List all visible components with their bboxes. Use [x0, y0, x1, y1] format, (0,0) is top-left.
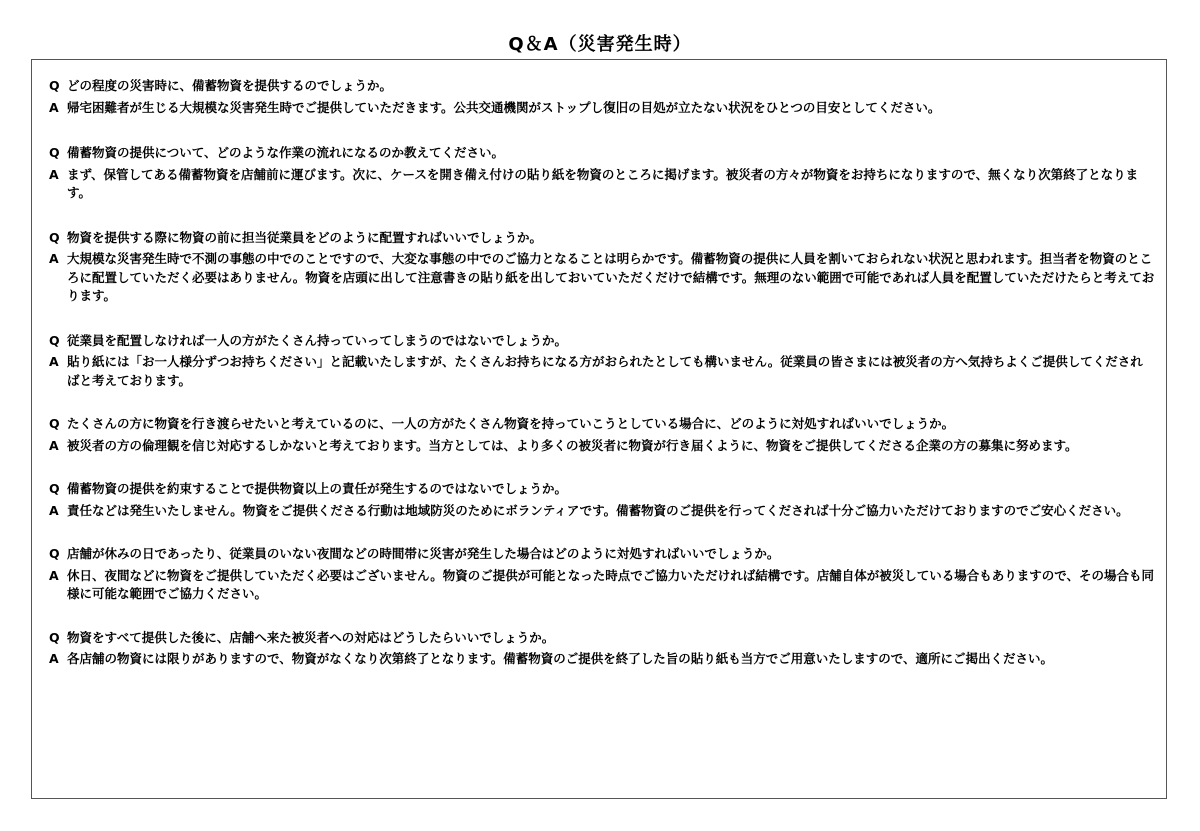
answer-text: 貼り紙には「お一人様分ずつお持ちください」と記載いたしますが、たくさんお持ちになる方がおられたとしても構いません。従業員の皆さまには被災者の方へ気持ちよくご提供してくださればと考えております。: [67, 354, 1143, 388]
question-line: [49, 480, 1155, 499]
qa-item: [49, 415, 1155, 455]
answer-line: [49, 650, 1155, 669]
answer-text: 帰宅困難者が生じる大規模な災害発生時でご提供していただきます。公共交通機関がストップし復旧の目処が立たない状況をひとつの目安としてください。: [67, 99, 941, 115]
question-prefix: Q: [49, 145, 60, 160]
question-text: 物資を提供する際に物資の前に担当従業員をどのように配置すればいいでしょうか。: [67, 229, 543, 245]
question-text: どの程度の災害時に、備蓄物資を提供するのでしょうか。: [67, 78, 393, 93]
qa-item: [49, 77, 1155, 117]
answer-text: 被災者の方の倫理観を信じ対応するしかないと考えております。当方としては、より多くの被災者に物資が行き届くように、物資をご提供してくださる企業の方の募集に努めます。: [67, 437, 1078, 453]
question-text: 備蓄物資の提供を約束することで提供物資以上の責任が発生するのではないでしょうか。: [67, 481, 568, 496]
question-text: 店舗が休みの日であったり、従業員のいない夜間などの時間帯に災害が発生した場合はどのように対処すればいいでしょうか。: [67, 546, 780, 561]
question-text: 従業員を配置しなければ一人の方がたくさん持っていってしまうのではないでしょうか。: [67, 332, 568, 348]
answer-text: 大規模な災害発生時で不測の事態の中でのことですので、大変な事態の中でのご協力となることは明らかです。備蓄物資の提供に人員を割いておられない状況と思われます。担当者を物資のところに配置していただく必要はありません。物資を店頭に出して注意書きの貼り紙を出しておいていただくだけで結構です。無理のない範囲で可能であれば人員を配置していただけたらと考えております。: [67, 251, 1155, 303]
answer-prefix: A: [49, 502, 59, 518]
qa-item: [49, 545, 1155, 604]
page-title: Q＆A（災害発生時）: [508, 34, 692, 55]
answer-prefix: A: [49, 437, 59, 453]
answer-prefix: A: [49, 99, 59, 115]
qa-item: [49, 229, 1155, 306]
answer-prefix: A: [49, 567, 59, 583]
answer-line: [49, 353, 1155, 390]
question-line: [49, 415, 1155, 434]
answer-prefix: A: [49, 166, 59, 182]
answer-prefix: A: [49, 354, 59, 369]
question-prefix: Q: [49, 416, 60, 431]
answer-prefix: A: [49, 251, 59, 266]
qa-item: [49, 629, 1155, 669]
question-line: [49, 144, 1155, 163]
question-text: 備蓄物資の提供について、どのような作業の流れになるのか教えてください。: [67, 145, 505, 160]
answer-line: [49, 250, 1155, 306]
question-line: [49, 629, 1155, 648]
answer-line: [49, 166, 1155, 203]
qa-item: [49, 144, 1155, 203]
question-prefix: Q: [49, 78, 60, 93]
answer-line: [49, 502, 1155, 521]
question-line: [49, 545, 1155, 564]
answer-line: [49, 567, 1155, 604]
question-prefix: Q: [49, 332, 60, 348]
question-prefix: Q: [49, 481, 60, 496]
answer-line: [49, 99, 1155, 118]
qa-item: [49, 332, 1155, 391]
question-line: [49, 229, 1155, 248]
answer-text: まず、保管してある備蓄物資を店舗前に運びます。次に、ケースを開き備え付けの貼り紙を物資のところに掲げます。被災者の方々が物資をお持ちになりますので、無くなり次第終了となります。: [67, 166, 1139, 200]
question-line: [49, 332, 1155, 351]
answer-line: [49, 437, 1155, 456]
question-line: [49, 77, 1155, 96]
answer-text: 責任などは発生いたしません。物資をご提供くださる行動は地域防災のためにボランティアです。備蓄物資のご提供を行ってくだされば十分ご協力いただけておりますのでご安心ください。: [67, 502, 1129, 518]
question-text: たくさんの方に物資を行き渡らせたいと考えているのに、一人の方がたくさん物資を持っていこうとしている場合に、どのように対処すればいいでしょうか。: [67, 416, 955, 431]
question-prefix: Q: [49, 546, 60, 561]
question-prefix: Q: [49, 629, 60, 645]
qa-list: [49, 77, 1155, 669]
answer-prefix: A: [49, 651, 59, 666]
answer-text: 休日、夜間などに物資をご提供していただく必要はございません。物資のご提供が可能となった時点でご協力いただければ結構です。店舗自体が被災している場合もありますので、その場合も同様に可能な範囲でご協力ください。: [67, 567, 1155, 601]
qa-item: [49, 480, 1155, 520]
question-text: 物資をすべて提供した後に、店舗へ来た被災者への対応はどうしたらいいでしょうか。: [67, 629, 555, 645]
question-prefix: Q: [49, 229, 60, 245]
answer-text: 各店舗の物資には限りがありますので、物資がなくなり次第終了となります。備蓄物資のご提供を終了した旨の貼り紙も当方でご用意いたしますので、適所にご掲出ください。: [67, 651, 1054, 666]
